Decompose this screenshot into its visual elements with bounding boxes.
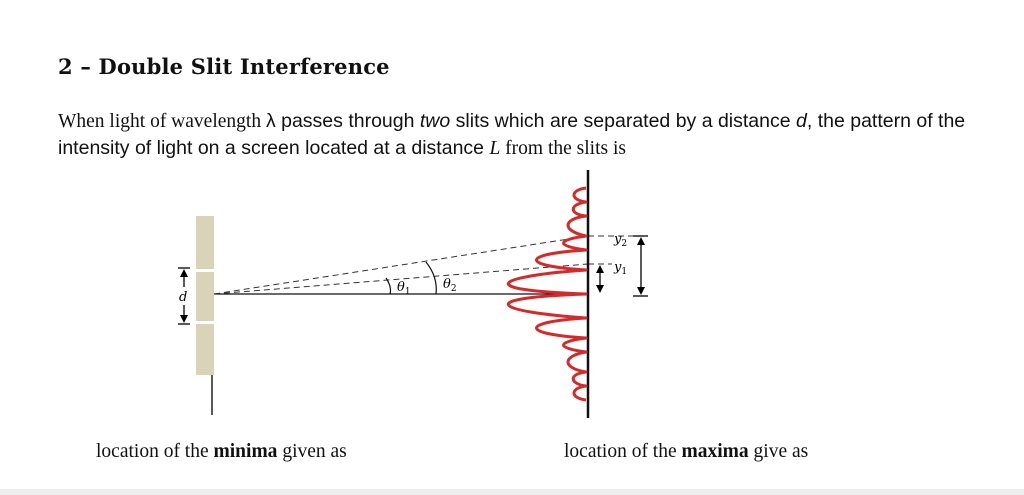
theta2-label: $\theta_2$ — [443, 277, 457, 294]
para-text-4: , the pattern of the intensity of light on a screen located at a distance — [58, 110, 966, 159]
ray-lines — [214, 236, 640, 294]
L-variable: L — [489, 138, 501, 159]
lambda-symbol: λ — [265, 110, 276, 132]
slit-barrier — [196, 216, 214, 415]
minima-caption-post: given as — [277, 441, 347, 462]
page-bottom-edge — [0, 489, 1024, 495]
y2-arrow — [633, 236, 648, 296]
minima-caption-pre: location of the — [96, 441, 214, 462]
para-text-1: When light of wavelength — [58, 111, 266, 132]
para-text-2: passes through — [275, 110, 420, 132]
barrier-bottom — [196, 324, 214, 375]
minima-bold: minima — [213, 441, 278, 462]
maxima-bold: maxima — [681, 441, 749, 462]
d-label: d — [179, 290, 188, 305]
theta1-label: $\theta_1$ — [397, 280, 411, 297]
maxima-caption-pre: location of the — [564, 441, 682, 462]
minima-caption — [96, 441, 347, 463]
section-heading: 2 – Double Slit Interference — [58, 54, 390, 79]
y1-arrow — [596, 265, 604, 293]
maxima-caption — [564, 441, 808, 463]
maxima-caption-post: give as — [748, 441, 809, 462]
para-text-3: slits which are separated by a distance — [450, 110, 797, 132]
d-variable: d — [796, 110, 807, 132]
two-emphasis: two — [419, 110, 451, 132]
y2-label: $y_2$ — [614, 232, 628, 249]
y1-label: $y_1$ — [614, 260, 628, 277]
para-text-5: from the slits is — [500, 138, 626, 159]
barrier-top — [196, 216, 214, 269]
barrier-middle — [196, 272, 214, 321]
theta2-arc — [426, 262, 436, 294]
